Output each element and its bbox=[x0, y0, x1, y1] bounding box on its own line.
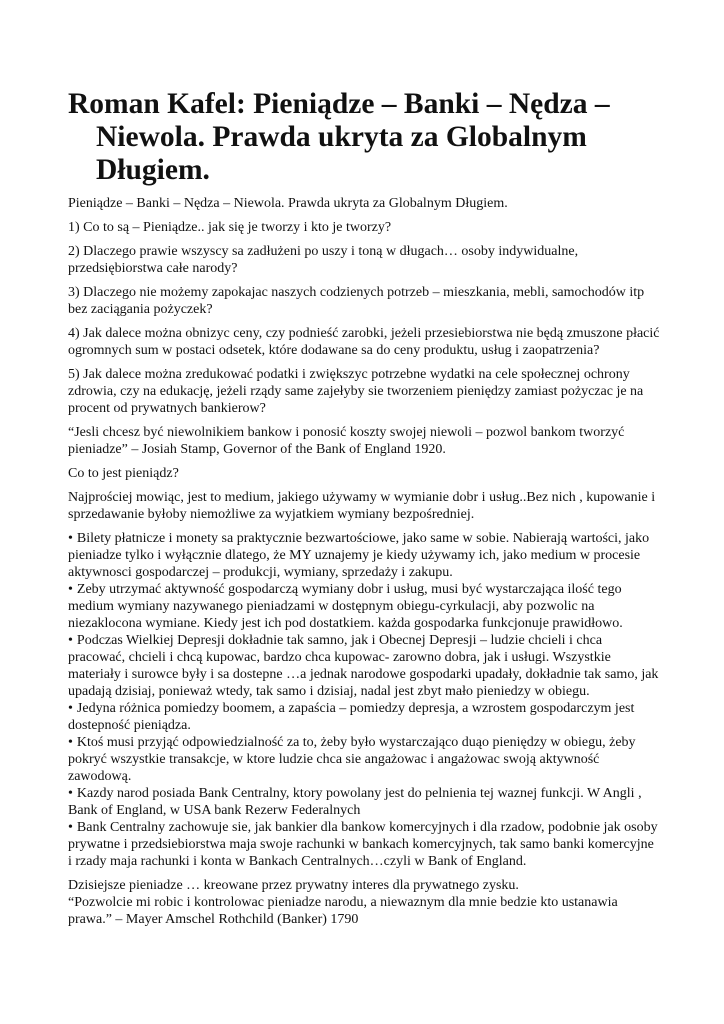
list-item-text: Podczas Wielkiej Depresji dokładnie tak samno, jak i Obecnej Depresji – ludzie chcieli i chca pracować, chcieli i chcą kupowac, bardzo chca kupowac- zarowno dobra, jak i usługi. Wszystkie materiały i surowce były i sa dostepne …a jednak narodowe gospodarki upadały, dokładnie tak samo, jak upadają dzisiaj, ponieważ wtedy, tak samo i dzisiaj, nadal jest zbyt mało pieniedzy w obiegu. bbox=[68, 633, 659, 699]
list-item-text: Bank Centralny zachowuje sie, jak bankier dla bankow komercyjnych i dla rzadow, podobnie jak osoby prywatne i przedsiebiorstwa maja swoje rachunki w bankach komercyjnych, tak samo banki komercyjne i rzady maja rachunki i konta w Bankach Centralnych…czyli w Bank of England. bbox=[68, 820, 658, 869]
list-item bbox=[68, 734, 660, 785]
quote-stamp: “Jesli chcesz być niewolnikiem bankow i ponosić koszty swojej niewoli – pozwol bankom tworzyć pieniadze” – Josiah Stamp, Governor of the Bank of England 1920. bbox=[68, 425, 625, 457]
closing-statement: Dzisiejsze pieniadze … kreowane przez prywatny interes dla prywatnego zysku. bbox=[68, 878, 519, 893]
list-item-text: Jedyna różnica pomiedzy boomem, a zapaścia – pomiedzy depresja, a wzrostem gospodarczym jest dostepność pieniądza. bbox=[68, 701, 635, 733]
question-5: 5) Jak dalece można zredukować podatki i zwiększyc potrzebne wydatki na cele społecznej ochrony zdrowia, czy na edukację, jeżeli rządy same zajełyby sie tworzeniem pieniędzy zamiast pożyczac je na procent od prywatnych bankierow? bbox=[68, 367, 644, 416]
question-2: 2) Dlaczego prawie wszyscy sa zadłużeni po uszy i toną w długach… osoby indywidualne, przedsiębiorstwa całe narody? bbox=[68, 244, 579, 276]
list-item bbox=[68, 785, 660, 819]
section-heading-money: Co to jest pieniądz? bbox=[68, 466, 179, 481]
bullet-symbol: • bbox=[68, 531, 73, 546]
list-item bbox=[68, 530, 660, 581]
list-item bbox=[68, 632, 660, 700]
document-page bbox=[68, 88, 660, 928]
subtitle-paragraph: Pieniądze – Banki – Nędza – Niewola. Prawda ukryta za Globalnym Długiem. bbox=[68, 196, 508, 211]
closing-section bbox=[68, 877, 660, 928]
bullet-symbol: • bbox=[68, 701, 73, 716]
bullet-symbol: • bbox=[68, 820, 73, 835]
list-item-text: Kazdy narod posiada Bank Centralny, ktory powolany jest do pelnienia tej waznej funkcji. W Angli , Bank of England, w USA bank Rezerw Federalnych bbox=[68, 786, 642, 818]
question-4: 4) Jak dalece można obnizyc ceny, czy podnieść zarobki, jeżeli przesiebiorstwa nie będą zmuszone płacić ogromnych sum w postaci odsetek, które dodawane sa do ceny produktu, usług i zaopatrzenia? bbox=[68, 326, 660, 358]
list-item bbox=[68, 581, 660, 632]
page-title: Roman Kafel: Pieniądze – Banki – Nędza – Niewola. Prawda ukryta za Globalnym Długiem. bbox=[68, 88, 610, 186]
list-item-text: Ktoś musi przyjąć odpowiedzialność za to, żeby było wystarczająco duąo pieniędzy w obiegu, żeby pokryć wszystkie transakcje, w ktore ludzie chca sie angażowac i angażowac swoją aktywność zawodową. bbox=[68, 735, 636, 784]
bullet-list bbox=[68, 530, 660, 870]
list-item bbox=[68, 819, 660, 870]
list-item-text: Bilety płatnicze i monety sa praktycznie bezwartościowe, jako same w sobie. Nabierają wartości, jako pieniadze tylko i wyłącznie dlatego, że MY uznajemy je kiedy używamy ich, jako medium w procesie aktywnosci gospodarczej – produkcji, wymiany, sprzedaży i zakupu. bbox=[68, 531, 650, 580]
bullet-symbol: • bbox=[68, 633, 73, 648]
question-1: 1) Co to są – Pieniądze.. jak się je tworzy i kto je tworzy? bbox=[68, 220, 392, 235]
question-3: 3) Dlaczego nie możemy zapokajac naszych codzienych potrzeb – mieszkania, mebli, samochodów itp bez zaciągania pożyczek? bbox=[68, 285, 645, 317]
bullet-symbol: • bbox=[68, 582, 73, 597]
list-item bbox=[68, 700, 660, 734]
bullet-symbol: • bbox=[68, 786, 73, 801]
list-item-text: Zeby utrzymać aktywność gospodarczą wymiany dobr i usług, musi być wystarczająca ilość tego medium wymiany nazywanego pieniadzami w dostępnym obiegu-cyrkulacji, aby pozwolic na niezaklocona wymiane. Kiedy jest ich pod dostatkiem. każda gospodarka funkcjonuje prawidłowo. bbox=[68, 582, 623, 631]
quote-rothchild: “Pozwolcie mi robic i kontrolowac pieniadze narodu, a niewaznym dla mnie bedzie kto ustanawia prawa.” – Mayer Amschel Rothchild (Banker) 1790 bbox=[68, 895, 618, 927]
money-definition: Najprościej mowiąc, jest to medium, jakiego używamy w wymianie dobr i usług..Bez nich , kupowanie i sprzedawanie byłoby niemożliwe za wyjatkiem wymiany bezpośredniej. bbox=[68, 490, 656, 522]
bullet-symbol: • bbox=[68, 735, 73, 750]
